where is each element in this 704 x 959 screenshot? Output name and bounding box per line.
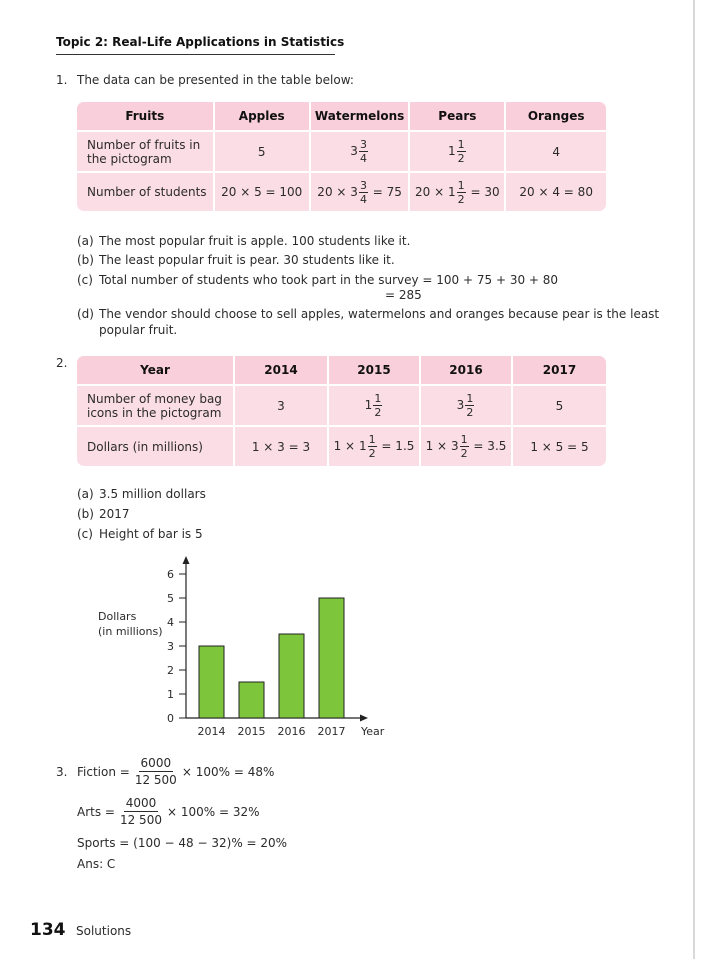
bar <box>319 598 344 718</box>
q2-c-label: (c) <box>77 527 93 541</box>
q3-number: 3. <box>56 765 68 779</box>
q2-number: 2. <box>56 356 68 370</box>
q1-b-text: The least popular fruit is pear. 30 students like it. <box>99 253 395 267</box>
q2-a-text: 3.5 million dollars <box>99 487 206 501</box>
fraction: $\frac{1}{2}$ <box>457 178 465 206</box>
table-row <box>77 427 606 466</box>
q3-fiction-rest: × 100% = 48% <box>181 764 275 779</box>
page-number: 134 <box>30 920 66 940</box>
fraction: $\frac{1}{2}$ <box>460 433 468 460</box>
q2-row2-2017: 1 × 5 = 5 <box>530 439 589 454</box>
x-axis-arrow <box>360 715 368 722</box>
q1-a-text: The most popular fruit is apple. 100 students like it. <box>99 234 411 248</box>
q3-fiction-line <box>77 757 274 786</box>
fraction: $\frac{3}{4}$ <box>359 178 367 206</box>
fraction: $\frac{1}{2}$ <box>457 138 465 165</box>
y-tick-label: 3 <box>167 640 174 653</box>
q1-d-text: The vendor should choose to sell apples, watermelons and oranges because pear is the least <box>99 307 660 321</box>
q3-fiction-label: Fiction = <box>77 764 130 779</box>
x-tick-label: 2017 <box>317 725 346 738</box>
x-axis-label: Year <box>361 725 385 738</box>
q2-row1-2017: 5 <box>513 386 606 427</box>
x-tick-label: 2015 <box>237 725 266 738</box>
q1-row1-watermelons: 3 $\frac{3}{4}$ <box>311 132 410 173</box>
q1-table-header-row <box>77 102 606 132</box>
q1-row2-apples: 20 × 5 = 100 <box>215 173 311 211</box>
q2-b-text: 2017 <box>99 507 130 521</box>
q3-answer: Ans: C <box>77 857 116 871</box>
q2-header-2016: 2016 <box>421 356 513 386</box>
y-tick-label: 2 <box>167 664 174 677</box>
q1-c-text: Total number of students who took part in the survey = 100 + 75 + 30 + 80 <box>99 273 559 287</box>
fraction: $\frac{1}{2}$ <box>466 392 474 419</box>
bar <box>239 682 264 718</box>
q2-table <box>77 356 606 466</box>
y-axis-label: (in millions) <box>98 625 163 638</box>
fraction: $\frac{1}{2}$ <box>368 433 376 460</box>
page-edge-rule <box>693 0 695 959</box>
q2-row1-2015: 1 $\frac{1}{2}$ <box>329 386 421 427</box>
q2-header-2017: 2017 <box>513 356 606 386</box>
q2-header-year: Year <box>77 356 235 386</box>
q1-c-result: = 285 <box>385 288 422 302</box>
q3-arts-numerator: 4000 <box>125 796 157 810</box>
y-tick-label: 1 <box>167 688 174 701</box>
table-row <box>77 132 606 173</box>
fraction: $\frac{3}{4}$ <box>359 138 367 165</box>
q2-row2-label: Dollars (in millions) <box>77 427 235 466</box>
y-axis-label: Dollars <box>98 610 137 623</box>
y-tick-label: 6 <box>167 568 174 581</box>
q1-header-watermelons: Watermelons <box>311 102 410 132</box>
q2-row1-2016: 3 $\frac{1}{2}$ <box>421 386 513 427</box>
q1-table <box>77 102 606 211</box>
topic-heading: Topic 2: Real-Life Applications in Statistics <box>56 35 345 49</box>
x-tick-label: 2016 <box>277 725 306 738</box>
y-tick-label: 4 <box>167 616 174 629</box>
q2-c-text: Height of bar is 5 <box>99 527 203 541</box>
topic-underline <box>56 54 335 55</box>
q2-b-label: (b) <box>77 507 94 521</box>
q1-row2-watermelons: 20 × 3 $\frac{3}{4}$ = 75 <box>311 173 410 211</box>
q1-a-label: (a) <box>77 234 94 248</box>
bar-chart <box>80 545 400 745</box>
q2-a-label: (a) <box>77 487 94 501</box>
q1-c-label: (c) <box>77 273 93 287</box>
q1-intro: The data can be presented in the table below: <box>77 73 354 87</box>
q2-table-header-row <box>77 356 606 386</box>
y-axis-arrow <box>183 556 190 564</box>
q1-header-pears: Pears <box>410 102 506 132</box>
y-tick-label: 0 <box>167 712 174 725</box>
q1-d-text-cont: popular fruit. <box>99 323 178 337</box>
table-row <box>77 386 606 427</box>
q3-sports: Sports = (100 − 48 − 32)% = 20% <box>77 836 288 850</box>
q1-header-fruits: Fruits <box>77 102 215 132</box>
q1-header-oranges: Oranges <box>506 102 606 132</box>
bar <box>199 646 224 718</box>
q3-arts-label: Arts = <box>77 804 115 819</box>
q2-row2-2016: 1 × 3 $\frac{1}{2}$ = 3.5 <box>421 427 513 466</box>
q3-fiction-denominator: 12 500 <box>134 773 177 787</box>
q1-d-label: (d) <box>77 307 94 321</box>
q1-row2-pears: 20 × 1 $\frac{1}{2}$ = 30 <box>410 173 506 211</box>
q2-header-2014: 2014 <box>235 356 329 386</box>
q1-number: 1. <box>56 73 68 87</box>
q2-header-2015: 2015 <box>329 356 421 386</box>
q1-b-label: (b) <box>77 253 94 267</box>
q3-arts-rest: × 100% = 32% <box>166 804 260 819</box>
q1-row1-pears: 1 $\frac{1}{2}$ <box>410 132 506 173</box>
q3-fiction-fraction <box>133 757 179 786</box>
q3-arts-fraction <box>118 797 164 826</box>
q2-row1-2014: 3 <box>235 386 329 427</box>
q2-row1-label: Number of money bag icons in the pictogram <box>77 386 235 427</box>
q1-row2-oranges: 20 × 4 = 80 <box>519 185 593 199</box>
x-tick-label: 2014 <box>197 725 226 738</box>
q1-header-apples: Apples <box>215 102 311 132</box>
q1-row1-oranges: 4 <box>506 132 606 173</box>
table-row <box>77 173 606 211</box>
footer-section: Solutions <box>76 924 132 938</box>
fraction: $\frac{1}{2}$ <box>374 392 382 419</box>
y-tick-label: 5 <box>167 592 174 605</box>
q1-row2-label: Number of students <box>77 173 215 211</box>
q1-row1-label: Number of fruits in the pictogram <box>77 132 215 173</box>
q2-row2-2015: 1 × 1 $\frac{1}{2}$ = 1.5 <box>329 427 421 466</box>
q1-row1-apples: 5 <box>215 132 311 173</box>
q3-fiction-numerator: 6000 <box>140 756 172 770</box>
q3-arts-line <box>77 797 260 826</box>
bar <box>279 634 304 718</box>
q2-row2-2014: 1 × 3 = 3 <box>235 427 329 466</box>
q3-arts-denominator: 12 500 <box>119 813 162 827</box>
